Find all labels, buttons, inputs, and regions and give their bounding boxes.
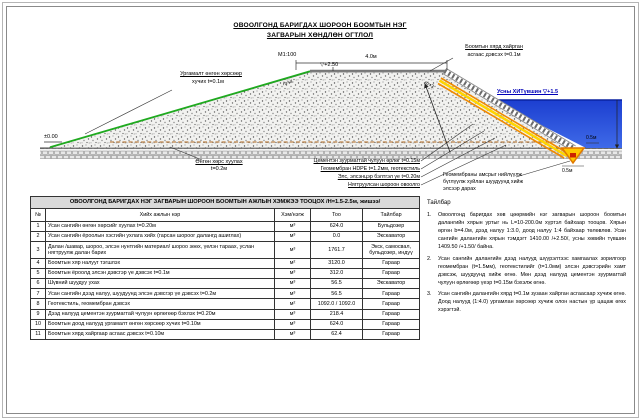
left-slope-label-1: Ургамалт өнгөн хөрсөөр [180, 71, 242, 77]
trench-dim-bottom-label: 0.5м [562, 168, 573, 174]
note-number: 2. [427, 255, 432, 262]
table-row [31, 309, 420, 319]
table-cell: 56.5 [311, 278, 363, 288]
table-cell: Боомтын хярд хайргаар асгаас дэвсэх t=0.10м [46, 329, 275, 339]
table-cell: м³ [275, 221, 311, 231]
drawing-title-line2: ЗАГВАРЫН ХӨНДЛӨН ОГТЛОЛ [266, 32, 374, 39]
crest-elev-label: ▽+2.50 [320, 62, 339, 68]
notes-panel [427, 199, 626, 317]
table-cell: м³ [275, 278, 311, 288]
crest-right-label-2: асгаас дэвсэх t=0.1м [467, 52, 521, 58]
note-number: 1. [427, 212, 432, 218]
table-cell: Гараар [363, 289, 420, 299]
table-cell: Экск, самосвал, бульдозер, индүү [363, 242, 420, 258]
table-cell: Боомтын хяр налууг тэгшлэх [46, 258, 275, 268]
table-cell: 7 [31, 289, 46, 299]
note-item [427, 290, 626, 314]
left-slope-label-2: хучих t=0.1м [192, 79, 224, 85]
table-cell: 0.0 [311, 231, 363, 241]
table-cell: м³ [275, 231, 311, 241]
work-table-wrap [30, 196, 419, 340]
col-header-note: Тайлбар [363, 208, 420, 221]
layer-callout-stack [283, 157, 420, 189]
table-cell: Гараар [363, 309, 420, 319]
table-row [31, 299, 420, 309]
table-cell: 624.0 [311, 319, 363, 329]
work-table-body [31, 221, 420, 339]
crest-width-label: 4.0м [365, 54, 377, 60]
table-cell: Боомтын доод налууд ургамалт өнгөн хөрсөөр хучих t=0.10м [46, 319, 275, 329]
table-cell: 5 [31, 268, 46, 278]
table-cell: м³ [275, 242, 311, 258]
strip-label-2: t=0.2м [210, 166, 228, 172]
table-cell: 1 [31, 221, 46, 231]
col-header-unit: Хэм/нэгж [275, 208, 311, 221]
table-row [31, 242, 420, 258]
table-cell: Усан сангийн дээд налуу, шуудуунд элсэн дэвсгэр үе дэвсэх t=0.2м [46, 289, 275, 299]
leader-crest-right [430, 58, 453, 71]
table-cell: 11 [31, 329, 46, 339]
table-cell: м² [275, 258, 311, 268]
table-cell: м³ [275, 268, 311, 278]
membrane-note-line3: элсээр дарах [443, 186, 476, 192]
drawing-title-line1: ОВООЛГОНД БАРИГДАХ ШОРООН БООМТЫН НЭГ [233, 22, 407, 29]
table-cell: Гараар [363, 329, 420, 339]
table-cell: 9 [31, 309, 46, 319]
note-number: 3. [427, 290, 432, 297]
table-cell: Бульдозер [363, 221, 420, 231]
water-level-label: Усны ХИТүвшин ▽+1.5 [497, 89, 559, 95]
table-cell: Гараар [363, 299, 420, 309]
table-row [31, 258, 420, 268]
table-cell: 312.0 [311, 268, 363, 278]
table-cell: 3 [31, 242, 46, 258]
strip-label-1: Өнгөн хөрс хуулах [195, 159, 243, 165]
table-cell: 62.4 [311, 329, 363, 339]
col-header-name: Хийх ажлын нэр [46, 208, 275, 221]
table-cell: м³ [275, 329, 311, 339]
table-cell: 4 [31, 258, 46, 268]
table-cell: м² [275, 299, 311, 309]
note-item [427, 255, 626, 287]
slope-right-ratio-label: m=3 [423, 79, 435, 91]
note-text: Овоолгонд баригдах хөв цөөрмийн нэг загварын шороон боомтын далангийн хярын уртыг нь L=10-200.0м хүртэл байхаар тооцов. Хярын өргөн b=4.0м, дээд налуу 1:3.0, доод налуу 1:4 байхаар төлөвлөв. Усан сангийн далангийн хярын тэмдэгт 1410.00 /+2.50/, усны хөвийн түвшин 1409.50 /+1.50/ байна. [438, 212, 626, 251]
crest-right-label-1: Боомтын хярд хайрган [465, 44, 523, 50]
membrane-note-line1: Геомембраны амсрыг нийлүүлж [443, 172, 522, 178]
table-cell: Боомтын ёроолд элсэн дэвсгэр үе дэвсэх t=0.1м [46, 268, 275, 278]
table-row [31, 289, 420, 299]
scale-label: М1:100 [278, 52, 297, 58]
table-cell: 624.0 [311, 221, 363, 231]
table-cell: Гараар [363, 258, 420, 268]
layer-callout-4: Нягтруулсан шороон овоолго [348, 182, 420, 188]
table-cell: м³ [275, 319, 311, 329]
note-item [427, 211, 626, 252]
table-cell: 56.5 [311, 289, 363, 299]
note-text: Усан сангийн далангийн хярд t=0.1м зузаан хайрган асгаасаар хучиж өгнө. Доод налууд (1:4.0) ургамлан хөрсөөр хучиж олон настын үр цацаж өгөх хэрэгтэй. [438, 290, 626, 314]
table-cell: Дээд налууд цементэн зуурмагтай чулуун өрлөгөөр бэхлэх t=0.20м [46, 309, 275, 319]
table-cell: Усан сангийн ёроолын хэсгийн ухлага хийх (гарсан шороог далангд ашиглах) [46, 231, 275, 241]
table-row [31, 231, 420, 241]
layer-callout-1: Цементэн зуурмагтай чулуун өрлөг t=0.15м [313, 158, 420, 164]
table-row [31, 221, 420, 231]
table-cell: 218.4 [311, 309, 363, 319]
layer-callout-2: Геомембран HDPE t=1.2мм, геотекстиль [320, 166, 420, 172]
table-cell: Экскаватор [363, 278, 420, 288]
trench-core [570, 153, 576, 158]
table-row [31, 278, 420, 288]
table-cell: Гараар [363, 268, 420, 278]
table-row [31, 329, 420, 339]
table-cell: 1092.0 / 1092.0 [311, 299, 363, 309]
table-row [31, 319, 420, 329]
table-cell: 2 [31, 231, 46, 241]
table-cell: 1761.7 [311, 242, 363, 258]
table-row [31, 268, 420, 278]
table-cell: 6 [31, 278, 46, 288]
table-cell: Шүвний шуудуу ухах [46, 278, 275, 288]
note-text: Усан сангийн далангийн дээд налууд шүүрэлтээс хамгаалах зорилгоор геомембран (t=1.5мм), геотекстилийг (t=1.0мм) элсэн дэвсгэрийн хамт дэвсэж, шуудуунд хийж өгнө. Мөн дээд налууд цементэн зуурмагтай чулуун өрлөгөөр үеэр t=0.15м бэхэлж өгнө. [438, 255, 626, 286]
work-table-title: ОВООЛГОНД БАРИГДАХ НЭГ ЗАГВАРЫН ШОРООН БООМТЫН АЖЛЫН ХЭМЖЭЭ ТООЦОХ /Н=1.5-2.5м, жишээ/ [31, 197, 420, 209]
membrane-note-line2: бүглүүлж хуйлан шуудуунд хийж [443, 179, 524, 185]
table-cell: м³ [275, 309, 311, 319]
table-cell: Усан сангийн өнгөн хөрсийг хуулах t=0.20м [46, 221, 275, 231]
table-cell: Экскаватор [363, 231, 420, 241]
table-cell: Далан /шавар, шороо, элсэн нунтгийн материал/ шороо зөөх, үелэн тараах, услан нягтруулж далан барих [46, 242, 275, 258]
table-cell: 3120.0 [311, 258, 363, 268]
slope-left-ratio-label: m=4 [282, 78, 294, 88]
trench-dim-right-label: 0.5м [586, 135, 597, 141]
layer-callout-3: Элс, элсэнцэр бэлтгэл үе t=0.20м [337, 174, 420, 180]
ground-elev-label: ±0.00 [44, 134, 58, 140]
table-cell: Геотекстиль, геомембран дэвсэх [46, 299, 275, 309]
notes-title: Тайлбар [427, 200, 451, 206]
col-header-no: № [31, 208, 46, 221]
col-header-qty: Тоо [311, 208, 363, 221]
table-cell: Гараар [363, 319, 420, 329]
membrane-note [443, 172, 523, 193]
table-cell: м³ [275, 289, 311, 299]
work-table [30, 196, 420, 340]
table-cell: 8 [31, 299, 46, 309]
table-cell: 10 [31, 319, 46, 329]
work-table-header-row [31, 208, 420, 221]
